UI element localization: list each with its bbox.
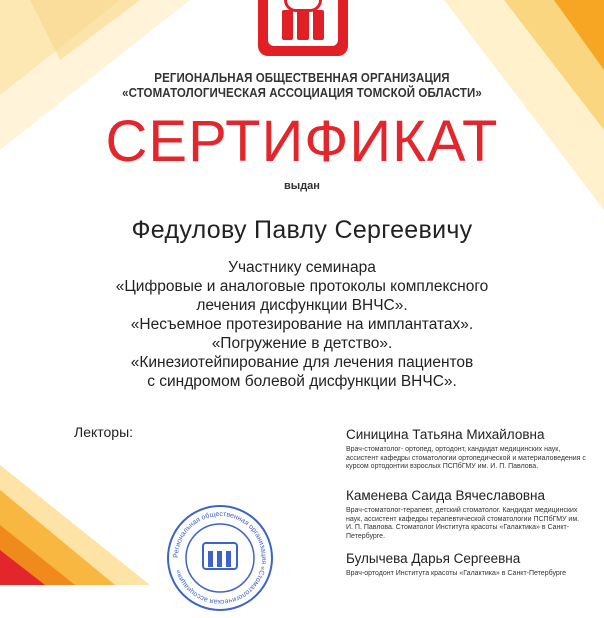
lector-name: Синицина Татьяна Михайловна — [346, 427, 545, 442]
body-line: «Несъемное протезирование на имплантатах». — [130, 316, 474, 333]
lector-description: Врач-ортодонт Института красоты «Галактика» в Санкт-Петербурге — [346, 570, 567, 577]
corner-decoration-top-right — [444, 0, 604, 210]
lector-entry — [346, 551, 586, 579]
certificate-title: СЕРТИФИКАТ — [105, 109, 499, 174]
lector-entry — [346, 488, 586, 541]
body-line: лечения дисфункции ВНЧС». — [196, 297, 408, 314]
issued-label: выдан — [284, 180, 320, 192]
recipient-name: Федулову Павлу Сергеевичу — [131, 216, 473, 244]
lector-description: Врач-стоматолог- ортопед, ортодонт, кандидат медицинских наук, ассистент кафедры стоматологии ортопедической и материаловедения с курсом ортодонтии взрослых ПСПбГМУ им. И. П. Павлова. — [346, 446, 586, 470]
lector-entry — [346, 427, 586, 472]
organization-line-2: «СТОМАТОЛОГИЧЕСКАЯ АССОЦИАЦИЯ ТОМСКОЙ ОБЛАСТИ» — [122, 86, 482, 100]
seminar-description — [60, 258, 544, 391]
corner-decoration-bottom-left — [0, 465, 150, 585]
seal-text: Региональная общественная организация «Стоматологическая ассоциация» — [172, 510, 268, 606]
association-seal — [165, 503, 275, 613]
lector-description: Врач-стоматолог-терапевт, детский стоматолог. Кандидат медицинских наук, ассистент кафедры терапевтической стоматологии ПСПбГМУ им. И. П. Павлова. Стоматолог Института красоты «Галактика» в Санкт- Петербурге. — [346, 507, 580, 540]
body-line: с синдромом болевой дисфункции ВНЧС». — [147, 373, 457, 390]
body-line: «Цифровые и аналоговые протоколы комплексного — [115, 278, 489, 295]
lectors-label: Лекторы: — [74, 424, 134, 440]
association-logo — [258, 0, 348, 56]
body-line: «Кинезиотейпирование для лечения пациентов — [130, 354, 474, 371]
lector-name: Каменева Саида Вячеславовна — [346, 488, 545, 503]
body-line: Участнику семинара — [228, 259, 376, 276]
organization-line-1: РЕГИОНАЛЬНАЯ ОБЩЕСТВЕННАЯ ОРГАНИЗАЦИЯ — [154, 71, 450, 85]
lector-name: Булычева Дарья Сергеевна — [346, 551, 521, 566]
body-line: «Погружение в детство». — [211, 335, 393, 352]
